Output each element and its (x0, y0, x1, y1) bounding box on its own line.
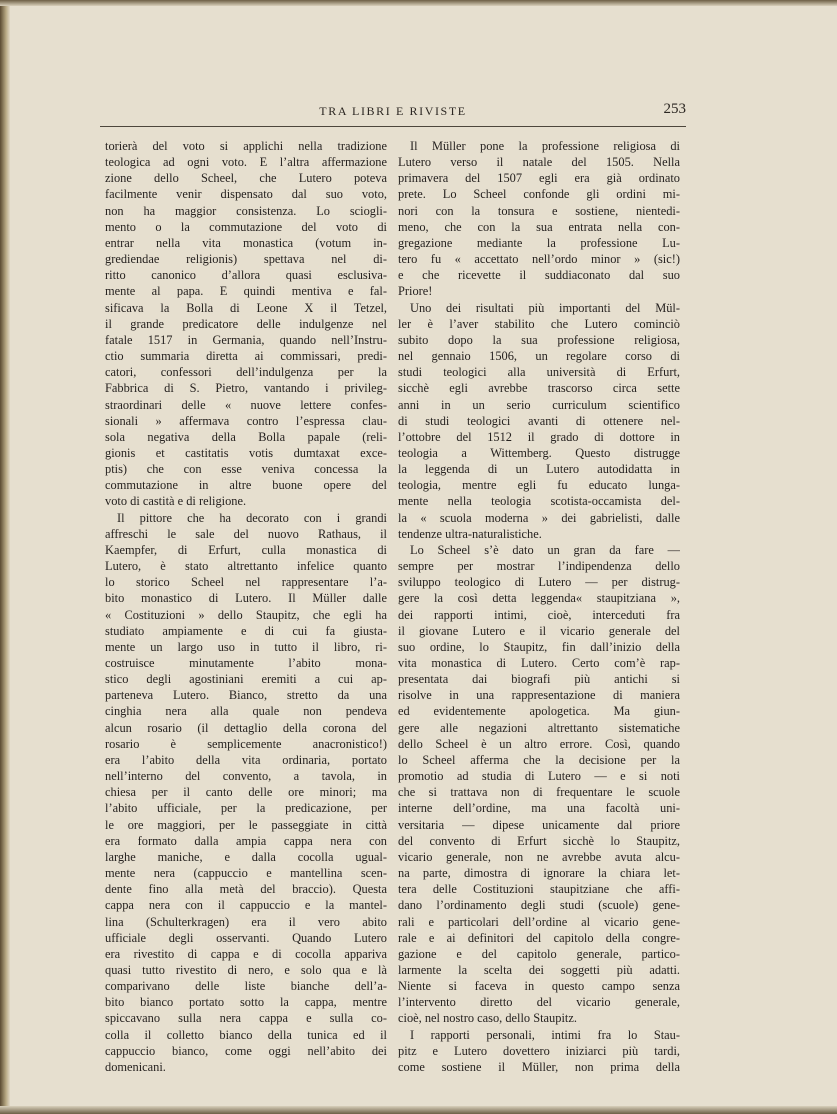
text-line: del convento di Erfurt sicchè lo Staupitz, (398, 833, 680, 848)
text-line: « Costituzioni » dello Staupitz, che egli ha (105, 607, 387, 622)
text-line: era l’abito della vita ordinaria, portato (105, 752, 387, 767)
text-line: lo storico Scheel nel rappresentare l’a- (105, 575, 387, 590)
text-line: fatale 1517 in Germania, quando nell’Instru- (105, 332, 387, 347)
text-line: cappuccio bianco, come oggi nell’abito dei (105, 1043, 387, 1058)
text-line: na parte, dimostra di ignorare la chiara let- (398, 866, 680, 881)
text-line: non ha maggior consistenza. Lo sciogli- (105, 203, 387, 218)
running-head: TRA LIBRI E RIVISTE (319, 104, 467, 118)
text-line: parteneva Lutero. Bianco, stretto da una (105, 688, 387, 703)
text-line: gere alle negazioni altrettanto sistematiche (398, 720, 680, 735)
page-header (100, 100, 686, 124)
text-line: stico degli agostiniani eremiti a cui ap- (105, 672, 387, 687)
text-line: presentata dai biografi più antichi si (398, 672, 680, 687)
text-line: straordinari delle « nuove lettere confes- (105, 397, 387, 412)
text-line: Lo Scheel s’è dato un gran da fare — (410, 542, 680, 557)
header-rule (100, 126, 686, 127)
text-line: bito bianco portato sotto la cappa, mentre (105, 995, 387, 1010)
text-line: domenicani. (105, 1059, 166, 1074)
text-line: Il Müller pone la professione religiosa di (410, 139, 680, 153)
text-line: versitaria — dipese unicamente dal priore (398, 817, 680, 832)
text-line: cioè, nel nostro caso, dello Staupitz. (398, 1011, 577, 1026)
text-line: dente fino alla metà del braccio). Questa (105, 882, 387, 897)
text-line: suo ordine, lo Staupitz, fin dall’inizio della (398, 639, 680, 654)
text-line: ritto canonico d’allora quasi esclusiva- (105, 268, 387, 283)
text-line: larghe maniche, e dalla cocolla ugual- (105, 849, 387, 864)
text-line: il giovane Lutero e il vicario generale del (398, 623, 680, 638)
text-line: dei rapporti intimi, cioè, interceduti fra (398, 607, 680, 622)
text-line: ler è l’aver stabilito che Lutero cominciò (398, 316, 680, 331)
text-line: Priore! (398, 284, 433, 299)
text-line: cappa nera con il cappuccio e la mantel- (105, 898, 387, 913)
text-line: bito monastico di Lutero. Il Müller dalle (105, 591, 387, 606)
text-line: rosario è semplicemente anacronistico!) (105, 736, 387, 751)
text-line: tero fu « accettato nell’ordo minor » (sic!) (398, 252, 680, 267)
text-line: gere la così detta leggenda« staupitziana », (398, 591, 680, 606)
text-line: rali e particolari dell’ordine al vicario gene- (398, 914, 680, 929)
text-line: sola negativa della Bolla papale (reli- (105, 429, 387, 444)
text-line: e che ricevette il suddiaconato dal suo (398, 268, 680, 283)
text-line: entrar nella vita monastica (votum in- (105, 235, 387, 250)
text-line: Fabbrica di S. Pietro, vantando i privileg- (105, 381, 387, 396)
text-line: nel gennaio 1506, un regolare corso di (398, 349, 680, 364)
text-line: era rivestito di cappa e di cocolla appariva (105, 946, 387, 961)
text-line: mente nella teologia scotista-occamista del- (398, 494, 680, 509)
text-line: che si trattava non di frequentare le scuole (398, 785, 680, 800)
text-line: commutazione in altre buone opere del (105, 478, 387, 493)
text-line: mente nera (cappuccio e mantellina scen- (105, 866, 387, 881)
text-line: l’intervento diretto del vicario generale, (398, 995, 680, 1010)
text-line: catori, confessori dell’indulgenza per la (105, 365, 387, 380)
text-line: la leggenda di un Lutero autodidatta in (398, 462, 680, 477)
text-line: la « scuola moderna » dei gabrielisti, dalle (398, 510, 680, 525)
text-line: l’abito ufficiale, per la predicazione, per (105, 801, 387, 816)
text-line: vicario generale, non ne avrebbe avuta alcu- (398, 849, 680, 864)
text-line: I rapporti personali, intimi fra lo Stau- (410, 1027, 680, 1042)
text-line: chiesa per il canto delle ore minori; ma (105, 785, 387, 800)
text-line: interne dell’ordine, ma una facoltà uni- (398, 801, 680, 816)
text-line: Il pittore che ha decorato con i grandi (117, 510, 387, 525)
text-line: Lutero verso il natale del 1505. Nella (398, 155, 680, 170)
text-line: Niente si faceva in questo campo senza (398, 979, 680, 994)
text-line: tera delle Costituzioni staupitziane che affi- (398, 882, 680, 897)
text-line: comparivano delle liste bianche dell’a- (105, 979, 387, 994)
text-line: Uno dei risultati più importanti del Mül- (410, 300, 680, 315)
text-line: ctio summaria diretta ai commissari, predi- (105, 349, 387, 364)
text-line: le ore maggiori, per le passeggiate in città (105, 817, 387, 832)
text-line: teologia, mentre egli fu educato lunga- (398, 478, 680, 493)
text-line: l’ottobre del 1512 il grado di dottore in (398, 429, 680, 444)
text-line: mento o la commutazione del voto di (105, 219, 387, 234)
text-line: sempre per mostrar l’indipendenza dello (398, 559, 680, 574)
text-line: studiato ampiamente e di cui fa giusta- (105, 623, 387, 638)
text-line: promotio ad studia di Lutero — e si noti (398, 769, 680, 784)
text-line: larmente la scelta dei soggetti più adatti. (398, 962, 680, 977)
text-line: risolve in una rappresentazione di maniera (398, 688, 680, 703)
text-line: vita monastica di Lutero. Certo com’è rap- (398, 656, 680, 670)
text-line: mente al papa. E quindi mentiva e fal- (105, 284, 387, 299)
text-line: quasi tutto rivestito di nero, e solo qua e là (105, 962, 387, 977)
text-line: gazione e del capitolo generale, partico- (398, 946, 680, 961)
text-line: voto di castità e di religione. (105, 494, 247, 509)
text-line: Kaempfer, di Erfurt, culla monastica di (105, 542, 387, 557)
text-line: nell’interno del convento, a tavola, in (105, 769, 387, 784)
text-line: gionis et castitatis votis dumtaxat exce- (105, 445, 387, 460)
text-line: studi teologici alla università di Erfurt, (398, 365, 680, 380)
text-line: zione dello Scheel, che Lutero poteva (105, 171, 387, 186)
text-line: ptis) che con esse veniva concessa la (105, 462, 387, 477)
text-line: primavera del 1507 egli era già ordinato (398, 171, 680, 186)
text-line: teologica ad ogni voto. E l’altra affermazione (105, 155, 387, 170)
text-line: cinghia nera alla quale non pendeva (105, 704, 387, 719)
page-top-edge (0, 0, 837, 6)
text-line: dello Scheel è un altro errore. Così, quando (398, 736, 680, 751)
text-line: dano l’ordinamento degli studi (scuole) gene- (398, 898, 680, 913)
text-line: sicchè egli avrebbe trascorso circa sette (398, 381, 680, 396)
text-line: meno, che con la sua entrata nella con- (398, 219, 680, 234)
text-line: il grande predicatore delle indulgenze nel (105, 316, 387, 331)
page-bottom-edge (0, 1106, 837, 1114)
text-line: torierà del voto si applichi nella tradizione (105, 139, 387, 153)
text-line: ed evidentemente apologetica. Ma giun- (398, 704, 680, 719)
text-line: colla il colletto bianco della tunica ed il (105, 1027, 387, 1042)
text-line: pitz e Lutero dovettero iniziarci più tardi, (398, 1043, 680, 1058)
text-line: sionali » affermava contro l’espressa clau- (105, 413, 387, 428)
text-line: lina (Schulterkragen) era il vero abito (105, 914, 387, 929)
text-column-right (398, 138, 680, 1075)
text-line: rale e ai definitori del capitolo della congre- (398, 930, 680, 945)
text-line: lo Scheel afferma che la decisione per la (398, 752, 680, 767)
text-line: nori con la tonsura e sostiene, nientedi- (398, 203, 680, 218)
text-line: era formato dalla ampia cappa nera con (105, 833, 387, 848)
text-line: spiccavano sulla nera cappa e sulla co- (105, 1011, 387, 1026)
text-line: anni in un serio curriculum scientifico (398, 397, 680, 412)
text-line: ufficiale degli osservanti. Quando Lutero (105, 930, 387, 945)
text-line: mente un largo uso in tutto il libro, ri- (105, 639, 387, 654)
text-line: facilmente venir dispensato dal suo voto, (105, 187, 387, 202)
page-edge-shadow (0, 0, 10, 1114)
text-line: prete. Lo Scheel confonde gli ordini mi- (398, 187, 680, 202)
text-line: gregazione mediante la professione Lu- (398, 235, 680, 250)
text-line: costruisce minutamente l’abito mona- (105, 656, 387, 670)
text-line: tendenze ultra-naturalistiche. (398, 526, 542, 541)
text-line: affreschi le sale del nuovo Rathaus, il (105, 526, 387, 541)
text-column-left (105, 138, 387, 1075)
text-line: come sostiene il Müller, non prima della (398, 1059, 680, 1074)
text-line: grediendae religionis) spettava nel di- (105, 252, 387, 267)
page-number: 253 (663, 101, 686, 117)
text-line: di studi teologici avanti di ottenere nel- (398, 413, 680, 428)
text-line: Lutero, è stato altrettanto infelice quanto (105, 559, 387, 574)
text-line: teologia a Wittemberg. Questo distrugge (398, 445, 680, 460)
text-line: subito dopo la sua professione religiosa, (398, 332, 680, 347)
text-line: alcun rosario (il dettaglio della corona del (105, 720, 387, 735)
text-line: sificava la Bolla di Leone X il Tetzel, (105, 300, 387, 315)
text-line: sviluppo teologico di Lutero — per distrug- (398, 575, 680, 590)
